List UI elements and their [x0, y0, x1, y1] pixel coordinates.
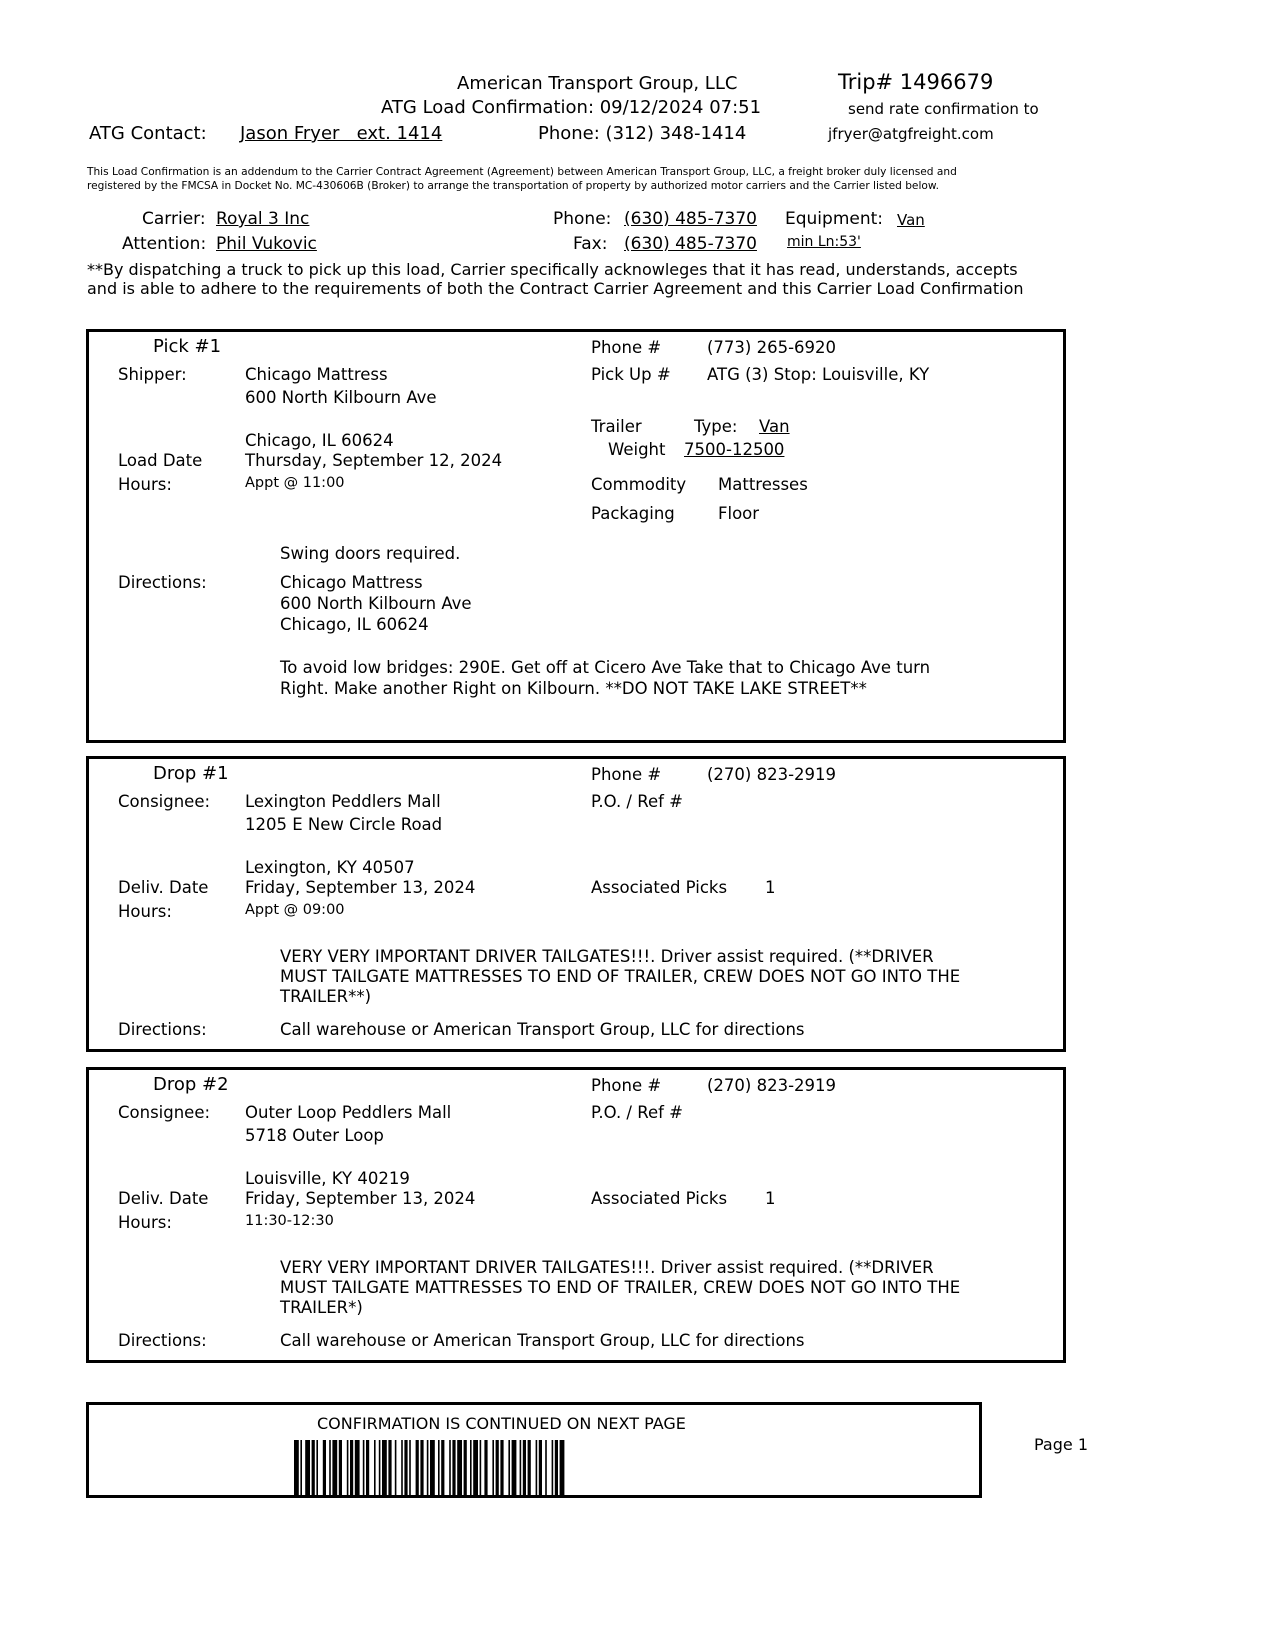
drop-1-consignee-label: Consignee: — [118, 792, 211, 811]
barcode-bar — [496, 1440, 499, 1495]
drop-1-date: Friday, September 13, 2024 — [245, 878, 476, 897]
pick-phone: (773) 265-6920 — [707, 338, 837, 357]
commodity-label: Commodity — [591, 475, 687, 494]
equipment-value[interactable]: Van — [897, 211, 925, 229]
drop-2-consignee-label: Consignee: — [118, 1103, 211, 1122]
barcode-bar — [438, 1440, 440, 1495]
barcode-bar — [329, 1440, 331, 1495]
barcode-bar — [492, 1440, 494, 1495]
min-length: min Ln:53' — [787, 234, 861, 250]
drop-2-po-label: P.O. / Ref # — [591, 1103, 683, 1122]
barcode-bar — [523, 1440, 526, 1495]
drop-1-city: Lexington, KY 40507 — [245, 858, 415, 877]
page-number: Page 1 — [1034, 1435, 1088, 1454]
barcode-bar — [473, 1440, 478, 1495]
drop-1-note-line-3: TRAILER**) — [280, 987, 372, 1006]
drop-1-hours-label: Hours: — [118, 902, 172, 921]
drop-1-date-label: Deliv. Date — [118, 878, 209, 897]
drop-2-address: 5718 Outer Loop — [245, 1126, 384, 1145]
attention-value[interactable]: Phil Vukovic — [216, 234, 317, 254]
barcode-bar — [294, 1440, 299, 1495]
shipper-address: 600 North Kilbourn Ave — [245, 388, 437, 407]
drop-1-directions: Call warehouse or American Transport Group, LLC for directions — [280, 1020, 805, 1039]
atg-contact-email[interactable]: jfryer@atgfreight.com — [828, 125, 994, 143]
notice-line-2: and is able to adhere to the requirements of both the Contract Carrier Agreement and this Carrier Load Confirmation — [87, 279, 1024, 298]
packaging-value: Floor — [718, 504, 760, 523]
drop-1-address: 1205 E New Circle Road — [245, 815, 443, 834]
barcode-bar — [316, 1440, 318, 1495]
carrier-fax-value[interactable]: (630) 485-7370 — [624, 234, 757, 254]
atg-contact-phone: Phone: (312) 348-1414 — [538, 123, 747, 144]
pick-note: Swing doors required. — [280, 544, 461, 563]
barcode-bar — [441, 1440, 444, 1495]
drop-1-phone-label: Phone # — [591, 765, 662, 784]
attention-label: Attention: — [122, 234, 207, 254]
weight-label: Weight — [608, 440, 666, 459]
carrier-label: Carrier: — [142, 209, 206, 229]
barcode-bar — [366, 1440, 369, 1495]
drop-2-date-label: Deliv. Date — [118, 1189, 209, 1208]
trailer-type-value: Van — [759, 417, 790, 436]
barcode-bar — [323, 1440, 326, 1495]
barcode-bar — [388, 1440, 391, 1495]
load-date-label: Load Date — [118, 451, 203, 470]
barcode-bar — [300, 1440, 302, 1495]
drop-2-phone: (270) 823-2919 — [707, 1076, 837, 1095]
barcode-bar — [512, 1440, 517, 1495]
pick-directions-label: Directions: — [118, 573, 207, 592]
drop-2-assoc-label: Associated Picks — [591, 1189, 728, 1208]
pick-1-title: Pick #1 — [153, 336, 222, 357]
barcode-bar — [409, 1440, 411, 1495]
drop-1-assoc-value: 1 — [765, 878, 776, 897]
drop-2-city: Louisville, KY 40219 — [245, 1169, 410, 1188]
barcode-bar — [552, 1440, 554, 1495]
drop-2-directions-label: Directions: — [118, 1331, 207, 1350]
pick-directions-line-2: 600 North Kilbourn Ave — [280, 594, 472, 613]
barcode-bar — [449, 1440, 451, 1495]
drop-2-directions: Call warehouse or American Transport Group, LLC for directions — [280, 1331, 805, 1350]
drop-1-phone: (270) 823-2919 — [707, 765, 837, 784]
notice-line-1: **By dispatching a truck to pick up this load, Carrier specifically acknowleges that it has read, understands, accepts — [87, 260, 1018, 279]
drop-2-hours-label: Hours: — [118, 1213, 172, 1232]
atg-contact-label: ATG Contact: — [89, 123, 207, 144]
drop-2-note-line-2: MUST TAILGATE MATTRESSES TO END OF TRAILER, CREW DOES NOT GO INTO THE — [280, 1278, 961, 1297]
barcode-bar — [305, 1440, 310, 1495]
barcode-bar — [560, 1440, 565, 1495]
shipper-city: Chicago, IL 60624 — [245, 431, 394, 450]
barcode-bar — [528, 1440, 531, 1495]
barcode-bar — [363, 1440, 365, 1495]
barcode-bar — [382, 1440, 387, 1495]
drop-1-note-line-1: VERY VERY IMPORTANT DRIVER TAILGATES!!!. Driver assist required. (**DRIVER — [280, 947, 934, 966]
pickup-number-label: Pick Up # — [591, 365, 671, 384]
commodity-value: Mattresses — [718, 475, 808, 494]
drop-1-directions-label: Directions: — [118, 1020, 207, 1039]
drop-2-note-line-3: TRAILER*) — [280, 1298, 363, 1317]
barcode-bar — [500, 1440, 503, 1495]
drop-1-box — [86, 756, 1066, 1052]
barcode-bar — [395, 1440, 397, 1495]
pick-directions-line-5: Right. Make another Right on Kilbourn. **DO NOT TAKE LAKE STREET** — [280, 679, 867, 698]
barcode-bar — [379, 1440, 381, 1495]
barcode-bar — [545, 1440, 547, 1495]
drop-2-note-line-1: VERY VERY IMPORTANT DRIVER TAILGATES!!!. Driver assist required. (**DRIVER — [280, 1258, 934, 1277]
drop-2-consignee-name: Outer Loop Peddlers Mall — [245, 1103, 452, 1122]
barcode-bar — [420, 1440, 423, 1495]
barcode-bar — [416, 1440, 419, 1495]
barcode-bar — [457, 1440, 462, 1495]
equipment-label: Equipment: — [785, 209, 884, 229]
pick-hours-label: Hours: — [118, 475, 172, 494]
pick-directions-line-1: Chicago Mattress — [280, 573, 423, 592]
carrier-value[interactable]: Royal 3 Inc — [216, 209, 310, 229]
drop-1-po-label: P.O. / Ref # — [591, 792, 683, 811]
barcode-bar — [350, 1440, 353, 1495]
carrier-phone-label: Phone: — [553, 209, 612, 229]
disclaimer-line-1: This Load Confirmation is an addendum to the Carrier Contract Agreement (Agreement) between American Transport Group, LLC, a freight broker duly licensed and — [87, 166, 957, 178]
barcode-bar — [452, 1440, 455, 1495]
carrier-phone-value[interactable]: (630) 485-7370 — [624, 209, 757, 229]
drop-1-hours: Appt @ 09:00 — [245, 902, 345, 918]
weight-value: 7500-12500 — [684, 440, 785, 459]
barcode-bar — [484, 1440, 487, 1495]
trip-number: Trip# 1496679 — [838, 70, 994, 94]
pick-directions-line-4: To avoid low bridges: 290E. Get off at Cicero Ave Take that to Chicago Ave turn — [280, 658, 931, 677]
shipper-name: Chicago Mattress — [245, 365, 388, 384]
shipper-label: Shipper: — [118, 365, 187, 384]
load-date: Thursday, September 12, 2024 — [245, 451, 503, 470]
pick-phone-label: Phone # — [591, 338, 662, 357]
pick-hours: Appt @ 11:00 — [245, 475, 345, 491]
drop-2-hours: 11:30-12:30 — [245, 1213, 334, 1229]
drop-2-title: Drop #2 — [153, 1074, 229, 1095]
barcode — [294, 1440, 774, 1495]
packaging-label: Packaging — [591, 504, 675, 523]
drop-1-title: Drop #1 — [153, 763, 229, 784]
barcode-bar — [430, 1440, 435, 1495]
barcode-bar — [404, 1440, 407, 1495]
barcode-bar — [464, 1440, 467, 1495]
company-name: American Transport Group, LLC — [457, 73, 738, 94]
carrier-fax-label: Fax: — [573, 234, 608, 254]
barcode-bar — [470, 1440, 472, 1495]
barcode-bar — [355, 1440, 360, 1495]
drop-1-note-line-2: MUST TAILGATE MATTRESSES TO END OF TRAILER, CREW DOES NOT GO INTO THE — [280, 967, 961, 986]
trailer-type-label: Type: — [694, 417, 738, 436]
send-rate-label: send rate confirmation to — [848, 100, 1039, 118]
drop-2-date: Friday, September 13, 2024 — [245, 1189, 476, 1208]
drop-2-box — [86, 1067, 1066, 1363]
barcode-bar — [401, 1440, 403, 1495]
barcode-bar — [539, 1440, 542, 1495]
disclaimer-line-2: registered by the FMCSA in Docket No. MC-430606B (Broker) to arrange the transportation of property by authorized motor carriers and the Carrier listed below. — [87, 180, 939, 192]
barcode-bar — [536, 1440, 538, 1495]
barcode-bar — [347, 1440, 349, 1495]
continued-label: CONFIRMATION IS CONTINUED ON NEXT PAGE — [317, 1414, 686, 1433]
drop-1-consignee-name: Lexington Peddlers Mall — [245, 792, 441, 811]
barcode-bar — [339, 1440, 342, 1495]
barcode-bar — [427, 1440, 429, 1495]
barcode-bar — [332, 1440, 337, 1495]
pickup-number: ATG (3) Stop: Louisville, KY — [707, 365, 930, 384]
trailer-label: Trailer — [591, 417, 642, 436]
drop-2-assoc-value: 1 — [765, 1189, 776, 1208]
barcode-bar — [480, 1440, 482, 1495]
barcode-bar — [520, 1440, 522, 1495]
barcode-bar — [508, 1440, 510, 1495]
drop-1-assoc-label: Associated Picks — [591, 878, 728, 897]
drop-2-phone-label: Phone # — [591, 1076, 662, 1095]
barcode-bar — [374, 1440, 376, 1495]
atg-contact-name[interactable]: Jason Fryer ext. 1414 — [240, 123, 443, 144]
load-confirmation-date: ATG Load Confirmation: 09/12/2024 07:51 — [381, 97, 762, 118]
barcode-bar — [555, 1440, 558, 1495]
barcode-bar — [312, 1440, 315, 1495]
pick-directions-line-3: Chicago, IL 60624 — [280, 615, 429, 634]
